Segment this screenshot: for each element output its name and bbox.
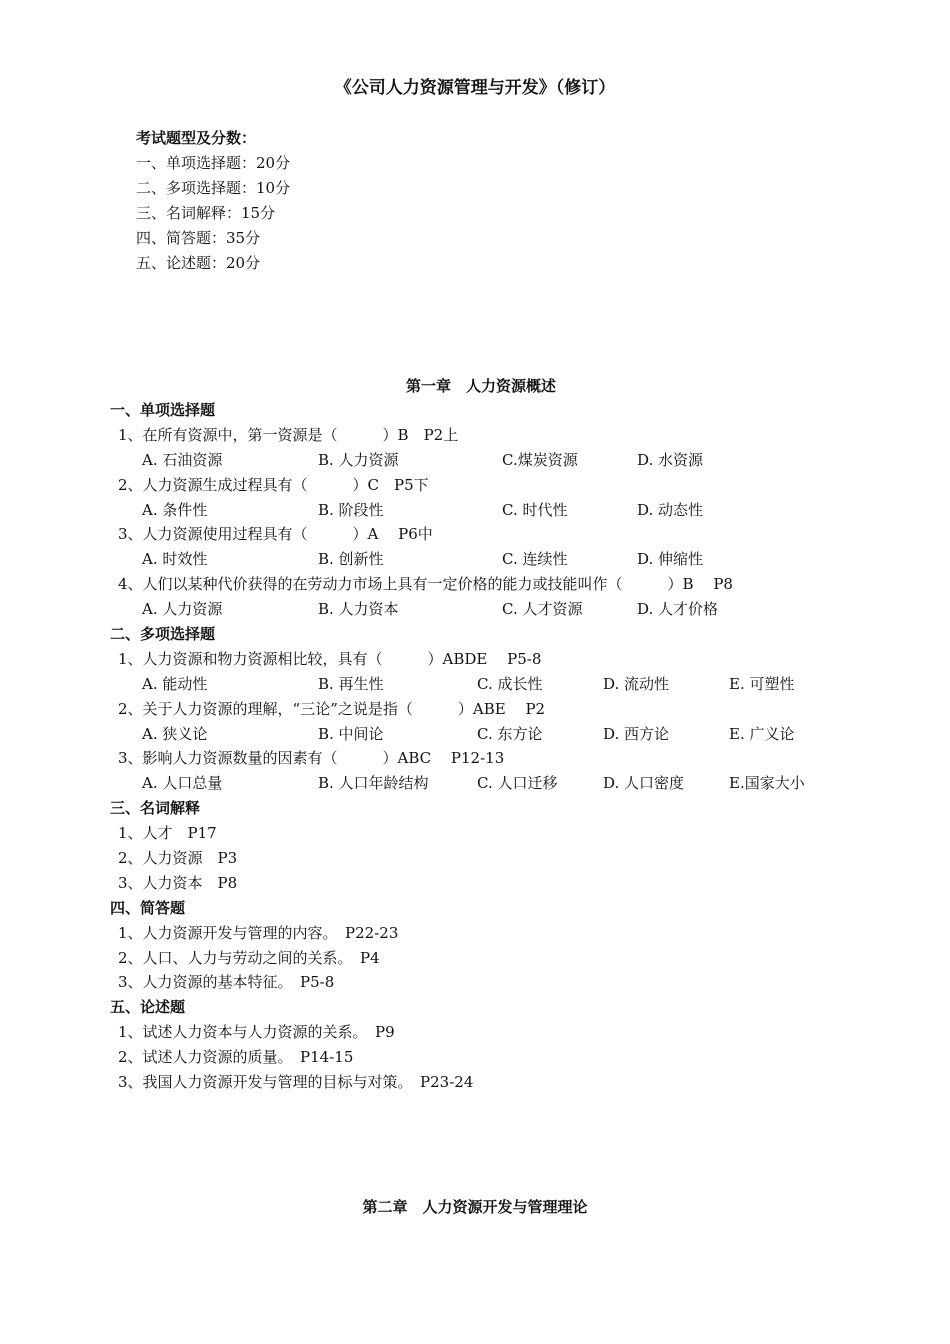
option: C. 时代性 bbox=[502, 500, 568, 519]
option: D. 人才价格 bbox=[637, 600, 719, 619]
question: 1、在所有资源中，第一资源是（ ）B P2上 bbox=[118, 425, 459, 444]
exam-format-item: 三、名词解释：15分 bbox=[136, 204, 276, 222]
options-row bbox=[110, 722, 930, 747]
section-heading-essay: 五、论述题 bbox=[110, 998, 186, 1017]
list-item: 1、人才 P17 bbox=[118, 824, 217, 843]
option: D. 水资源 bbox=[637, 450, 704, 469]
section-heading-multiple-choice: 二、多项选择题 bbox=[110, 625, 216, 644]
option: B. 人力资源 bbox=[318, 450, 399, 469]
option: A. 能动性 bbox=[142, 674, 208, 693]
option: B. 人口年龄结构 bbox=[318, 774, 429, 793]
option: C.煤炭资源 bbox=[502, 450, 578, 469]
question: 1、人力资源和物力资源相比较，具有（ ）ABDE P5-8 bbox=[118, 649, 542, 668]
option: C. 人口迁移 bbox=[477, 774, 558, 793]
options-row bbox=[110, 547, 930, 572]
option: B. 人力资本 bbox=[318, 600, 399, 619]
list-item: 3、我国人力资源开发与管理的目标与对策。 P23-24 bbox=[118, 1073, 474, 1092]
question: 2、人力资源生成过程具有（ ）C P5下 bbox=[118, 475, 429, 494]
option: C. 成长性 bbox=[477, 674, 543, 693]
document-title: 《公司人力资源管理与开发》（修订） bbox=[334, 78, 616, 98]
option: E.国家大小 bbox=[729, 774, 805, 793]
question: 2、关于人力资源的理解，“三论”之说是指（ ）ABE P2 bbox=[118, 699, 546, 718]
section-heading-terms: 三、名词解释 bbox=[110, 799, 201, 818]
option: C. 东方论 bbox=[477, 724, 543, 743]
option: C. 人才资源 bbox=[502, 600, 583, 619]
options-row bbox=[110, 498, 930, 523]
option: D. 伸缩性 bbox=[637, 550, 704, 569]
options-row bbox=[110, 448, 930, 473]
exam-format-item: 五、论述题：20分 bbox=[136, 254, 261, 272]
options-row bbox=[110, 771, 930, 796]
exam-format-heading: 考试题型及分数： bbox=[136, 129, 257, 147]
option: A. 人力资源 bbox=[142, 600, 223, 619]
list-item: 3、人力资本 P8 bbox=[118, 873, 238, 892]
exam-format-item: 二、多项选择题：10分 bbox=[136, 179, 291, 197]
list-item: 1、试述人力资本与人力资源的关系。 P9 bbox=[118, 1023, 395, 1042]
question: 3、影响人力资源数量的因素有（ ）ABC P12-13 bbox=[118, 749, 505, 768]
option: D. 流动性 bbox=[603, 674, 670, 693]
list-item: 3、人力资源的基本特征。 P5-8 bbox=[118, 973, 335, 992]
option: A. 人口总量 bbox=[142, 774, 223, 793]
option: A. 狭义论 bbox=[142, 724, 208, 743]
option: C. 连续性 bbox=[502, 550, 568, 569]
list-item: 1、人力资源开发与管理的内容。 P22-23 bbox=[118, 923, 399, 942]
option: A. 石油资源 bbox=[142, 450, 223, 469]
question: 3、人力资源使用过程具有（ ）A P6中 bbox=[118, 525, 433, 544]
option: E. 广义论 bbox=[729, 724, 795, 743]
option: E. 可塑性 bbox=[729, 674, 795, 693]
option: D. 西方论 bbox=[603, 724, 670, 743]
option: A. 条件性 bbox=[142, 500, 208, 519]
exam-format-item: 四、简答题：35分 bbox=[136, 229, 261, 247]
option: B. 创新性 bbox=[318, 550, 384, 569]
section-heading-short-answer: 四、简答题 bbox=[110, 898, 186, 917]
list-item: 2、人力资源 P3 bbox=[118, 849, 238, 868]
option: D. 人口密度 bbox=[603, 774, 685, 793]
chapter-1-body bbox=[110, 398, 930, 1095]
exam-format bbox=[136, 126, 290, 276]
option: A. 时效性 bbox=[142, 550, 208, 569]
options-row bbox=[110, 597, 930, 622]
option: B. 中间论 bbox=[318, 724, 384, 743]
option: D. 动态性 bbox=[637, 500, 704, 519]
chapter-1-title: 第一章 人力资源概述 bbox=[405, 377, 556, 395]
options-row bbox=[110, 672, 930, 697]
list-item: 2、人口、人力与劳动之间的关系。 P4 bbox=[118, 948, 380, 967]
section-heading-single-choice: 一、单项选择题 bbox=[110, 401, 216, 419]
chapter-2-title: 第二章 人力资源开发与管理理论 bbox=[362, 1198, 588, 1216]
option: B. 阶段性 bbox=[318, 500, 384, 519]
option: B. 再生性 bbox=[318, 674, 384, 693]
exam-format-item: 一、单项选择题：20分 bbox=[136, 154, 291, 172]
list-item: 2、试述人力资源的质量。 P14-15 bbox=[118, 1048, 354, 1067]
question: 4、人们以某种代价获得的在劳动力市场上具有一定价格的能力或技能叫作（ ）B P8 bbox=[118, 575, 733, 594]
